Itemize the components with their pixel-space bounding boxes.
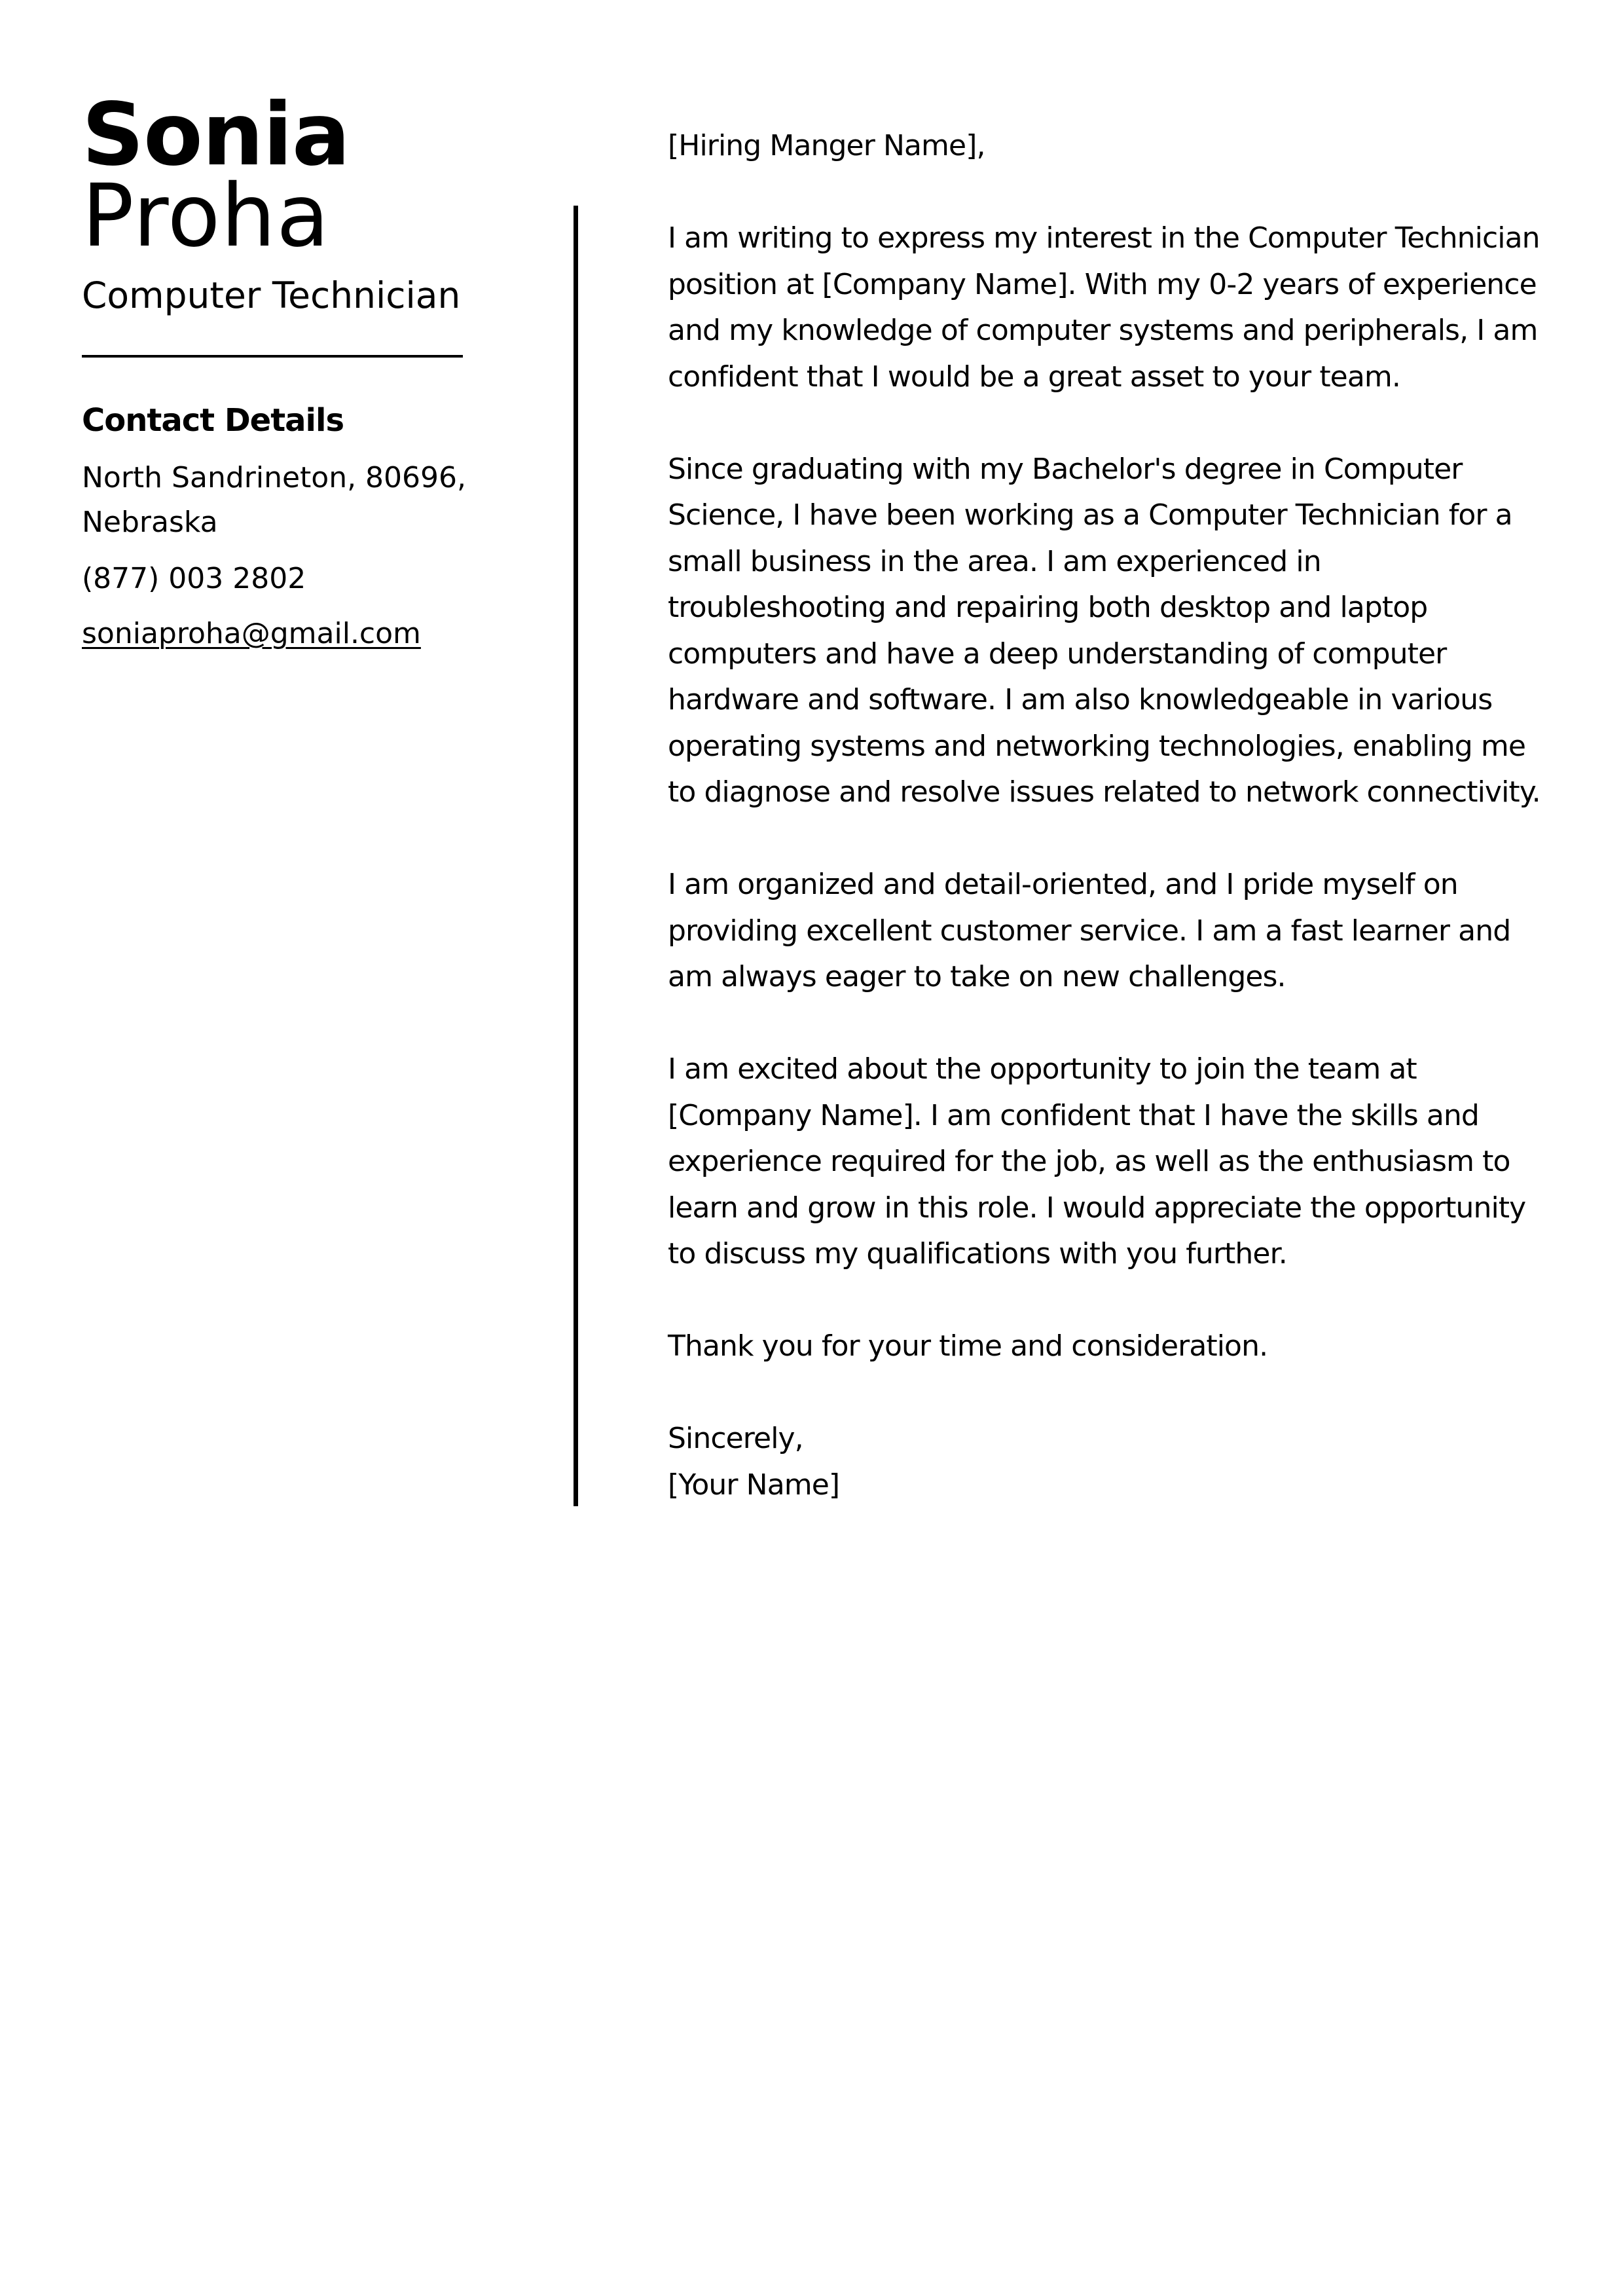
letter-body: [668, 123, 1545, 1508]
letter-greeting: [Hiring Manger Name],: [668, 129, 985, 162]
vertical-divider: [574, 206, 578, 1506]
letter-paragraph: I am excited about the opportunity to join the team at [Company Name]. I am confident that I have the skills and experience required for the job, as well as the enthusiasm to learn and grow in this role. I would appreciate the opportunity to discuss my qualifications with you further.: [668, 1052, 1526, 1270]
letter-paragraph: I am writing to express my interest in the Computer Technician position at [Company Name]. With my 0-2 years of experience and my knowledge of computer systems and peripherals, I am confident that I would be a great asset to your team.: [668, 221, 1540, 394]
sidebar: [82, 84, 475, 656]
first-name: Sonia: [82, 84, 350, 185]
contact-phone: (877) 003 2802: [82, 562, 306, 595]
letter-paragraph: Thank you for your time and consideration.: [668, 1329, 1268, 1363]
last-name: Proha: [82, 166, 330, 267]
letter-closing: Sincerely,: [668, 1422, 803, 1455]
job-title: Computer Technician: [82, 274, 461, 316]
letter-paragraph: I am organized and detail-oriented, and I pride myself on providing excellent customer service. I am a fast learner and am always eager to take on new challenges.: [668, 868, 1511, 993]
contact-email-link[interactable]: soniaproha@gmail.com: [82, 617, 421, 650]
contact-address: North Sandrineton, 80696, Nebraska: [82, 461, 467, 539]
header-divider: [82, 355, 463, 358]
letter-paragraph: Since graduating with my Bachelor's degree in Computer Science, I have been working as a Computer Technician for a small business in the area. I am experienced in troubleshooting and repairing both desktop and laptop computers and have a deep understanding of computer hardware and software. I am also knowledgeable in various operating systems and networking technologies, enabling me to diagnose and resolve issues related to network connectivity.: [668, 452, 1541, 809]
letter-signature: [Your Name]: [668, 1468, 840, 1502]
contact-heading: Contact Details: [82, 402, 344, 439]
